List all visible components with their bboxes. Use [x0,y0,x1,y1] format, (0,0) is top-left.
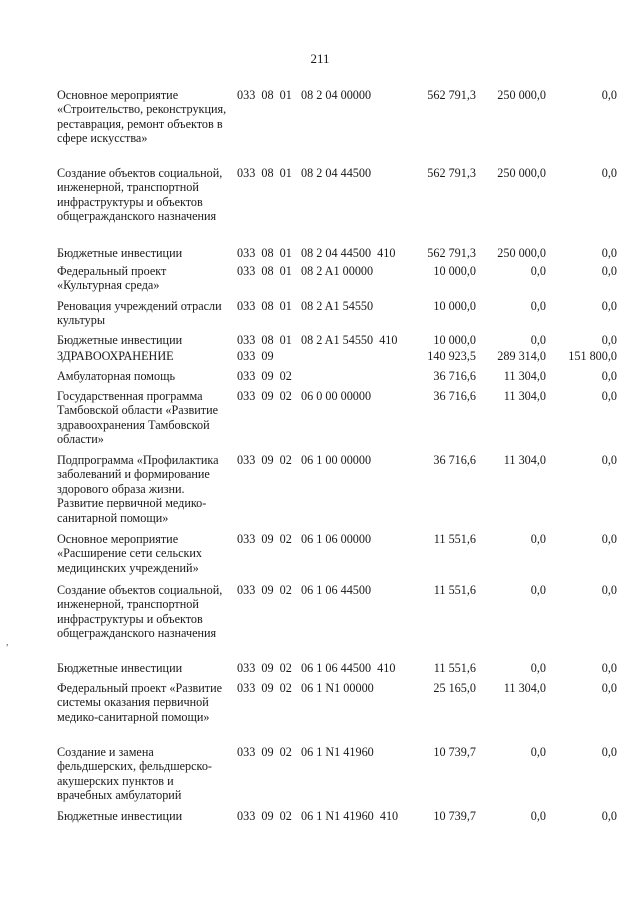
row-value-2: 11 304,0 [503,369,546,383]
row-value-3: 0,0 [601,369,617,383]
row-value-2: 0,0 [530,532,546,546]
row-code: 033 09 02 06 0 00 00000 [237,389,372,403]
row-code: 033 08 01 08 2 04 00000 [237,88,372,102]
row-value-3: 0,0 [601,661,617,675]
row-value-1: 36 716,6 [433,369,476,383]
row-value-3: 0,0 [601,333,617,347]
row-value-2: 250 000,0 [497,246,546,260]
row-value-3: 0,0 [601,389,617,403]
row-value-2: 0,0 [530,745,546,759]
row-value-1: 11 551,6 [433,532,476,546]
row-code: 033 09 02 06 1 N1 00000 [237,681,374,695]
row-value-3: 0,0 [601,453,617,467]
row-value-1: 10 000,0 [433,264,476,278]
row-value-2: 11 304,0 [503,453,546,467]
row-value-2: 0,0 [530,299,546,313]
row-name: Создание и замена фельдшерских, фельдшерско-акушерских пунктов и врачебных амбулаторий [57,745,212,803]
row-name: Амбулаторная помощь [57,369,176,383]
row-name: Основное мероприятие «Расширение сети сельских медицинских учреждений» [57,532,203,575]
row-value-3: 151 800,0 [568,349,617,363]
row-value-1: 562 791,3 [427,166,476,180]
row-code: 033 09 02 06 1 00 00000 [237,453,372,467]
row-value-3: 0,0 [601,532,617,546]
row-name: Бюджетные инвестиции [57,333,183,347]
margin-mark: , [6,637,9,648]
row-value-3: 0,0 [601,745,617,759]
row-code: 033 09 02 [237,369,292,383]
row-name: Бюджетные инвестиции [57,661,183,675]
row-value-2: 0,0 [530,809,546,823]
row-name: Основное мероприятие «Строительство, реконструкция, реставрация, ремонт объектов в сфере искусства» [57,88,227,146]
row-code: 033 08 01 08 2 A1 00000 [237,264,374,278]
row-value-1: 10 739,7 [433,809,476,823]
row-code: 033 08 01 08 2 A1 54550 410 [237,333,398,347]
row-value-2: 0,0 [530,333,546,347]
row-value-2: 289 314,0 [497,349,546,363]
row-code: 033 09 02 06 1 06 00000 [237,532,372,546]
row-value-3: 0,0 [601,299,617,313]
row-value-1: 36 716,6 [433,453,476,467]
row-value-1: 36 716,6 [433,389,476,403]
row-code: 033 08 01 08 2 04 44500 410 [237,246,396,260]
row-name: Бюджетные инвестиции [57,246,183,260]
row-value-3: 0,0 [601,264,617,278]
row-value-1: 11 551,6 [433,583,476,597]
row-value-2: 11 304,0 [503,389,546,403]
row-name: Подпрограмма «Профилактика заболеваний и формирование здорового образа жизни. Развитие первичной медико-санитарной помощи» [57,453,219,525]
row-value-3: 0,0 [601,166,617,180]
row-value-2: 250 000,0 [497,166,546,180]
row-code: 033 08 01 08 2 A1 54550 [237,299,374,313]
row-name: Реновация учреждений отрасли культуры [57,299,222,328]
row-value-3: 0,0 [601,583,617,597]
row-name: Федеральный проект «Развитие системы оказания первичной медико-санитарной помощи» [57,681,223,724]
row-name: Бюджетные инвестиции [57,809,183,823]
row-name: ЗДРАВООХРАНЕНИЕ [57,349,174,363]
page-number: 211 [310,51,330,66]
row-code: 033 09 [237,349,274,363]
row-code: 033 08 01 08 2 04 44500 [237,166,372,180]
row-value-1: 10 000,0 [433,299,476,313]
row-value-1: 562 791,3 [427,88,476,102]
row-value-2: 0,0 [530,264,546,278]
row-code: 033 09 02 06 1 06 44500 410 [237,661,396,675]
row-value-1: 10 000,0 [433,333,476,347]
row-value-2: 0,0 [530,583,546,597]
row-value-1: 10 739,7 [433,745,476,759]
row-code: 033 09 02 06 1 N1 41960 410 [237,809,399,823]
row-value-1: 11 551,6 [433,661,476,675]
row-value-3: 0,0 [601,681,617,695]
row-name: Создание объектов социальной, инженерной, транспортной инфраструктуры и объектов общегражданского назначения [57,583,223,641]
row-value-2: 250 000,0 [497,88,546,102]
row-value-2: 0,0 [530,661,546,675]
row-value-1: 25 165,0 [433,681,476,695]
row-value-3: 0,0 [601,246,617,260]
row-value-3: 0,0 [601,809,617,823]
row-code: 033 09 02 06 1 N1 41960 [237,745,374,759]
row-value-2: 11 304,0 [503,681,546,695]
row-value-1: 140 923,5 [427,349,476,363]
row-name: Федеральный проект «Культурная среда» [57,264,167,293]
row-code: 033 09 02 06 1 06 44500 [237,583,372,597]
row-value-3: 0,0 [601,88,617,102]
row-value-1: 562 791,3 [427,246,476,260]
row-name: Государственная программа Тамбовской области «Развитие здравоохранения Тамбовской области» [57,389,219,447]
row-name: Создание объектов социальной, инженерной, транспортной инфраструктуры и объектов общегражданского назначения [57,166,223,224]
